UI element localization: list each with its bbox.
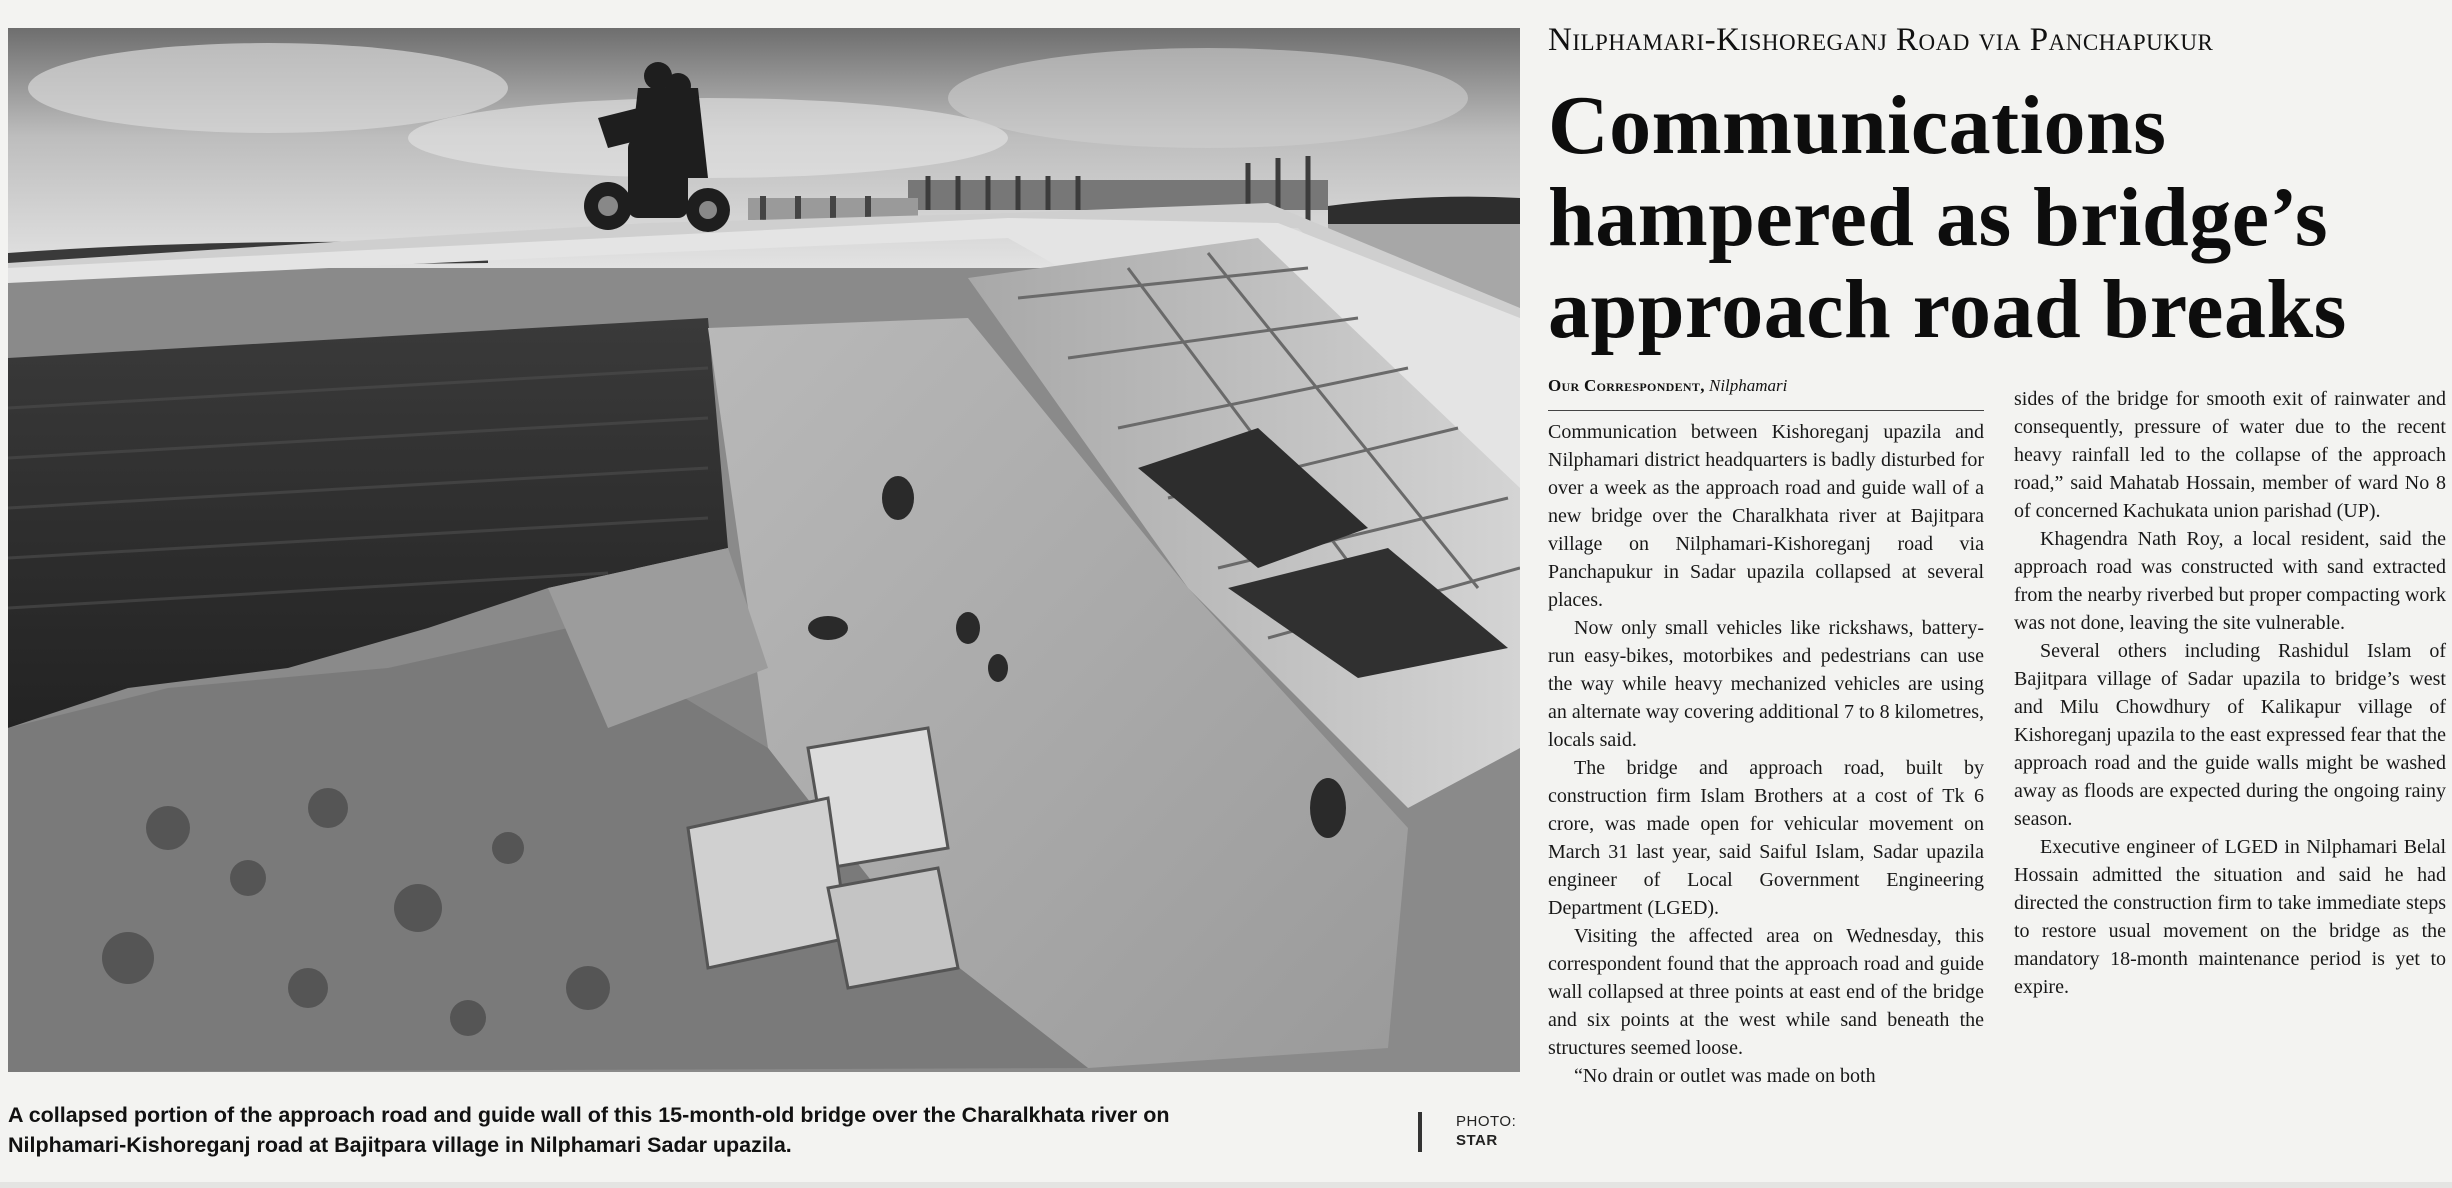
caption-line-2: Nilphamari-Kishoreganj road at Bajitpara village in Nilphamari Sadar upazila. <box>8 1133 792 1157</box>
headline-line-2: hampered as bridge’s <box>1548 171 2329 264</box>
photo-caption <box>8 1100 1368 1160</box>
headline-line-3: approach road breaks <box>1548 263 2347 356</box>
article-paragraph: Executive engineer of LGED in Nilphamari Belal Hossain admitted the situation and said he had directed the construction firm to take immediate steps to restore usual movement on the bridge as the mandatory 18-month maintenance period is yet to expire. <box>2014 836 2446 998</box>
article-paragraph: Khagendra Nath Roy, a local resident, said the approach road was constructed with sand extracted from the nearby riverbed but proper compacting work was not done, leaving the site vulnerable. <box>2014 528 2446 634</box>
article-paragraph: Now only small vehicles like rickshaws, battery-run easy-bikes, motorbikes and pedestrians can use the way while heavy mechanized vehicles are using an alternate way covering additional 7 to 8 kilometres, locals said. <box>1548 617 1984 751</box>
article-paragraph: Communication between Kishoreganj upazila and Nilphamari district headquarters is badly disturbed for over a week as the approach road and guide wall of a new bridge over the Charalkhata river at Bajitpara village on Nilphamari-Kishoreganj road via Panchapukur in Sadar upazila collapsed at several places. <box>1548 421 1984 611</box>
article-paragraph: sides of the bridge for smooth exit of rainwater and consequently, pressure of water due to the recent heavy rainfall led to the collapse of the approach road,” said Mahatab Hossain, member of ward No 8 of concerned Kachukata union parishad (UP). <box>2014 388 2446 522</box>
caption-line-1: A collapsed portion of the approach road and guide wall of this 15-month-old bridge over the Charalkhata river on <box>8 1103 1170 1127</box>
article-paragraph: The bridge and approach road, built by construction firm Islam Brothers at a cost of Tk 6 crore, was made open for vehicular movement on March 31 last year, said Saiful Islam, Sadar upazila engineer of Local Government Engineering Department (LGED). <box>1548 757 1984 919</box>
article-column-2 <box>2014 385 2446 1001</box>
page-bottom-rule <box>0 1182 2452 1188</box>
collapsed-bridge-photo <box>8 28 1520 1072</box>
news-photo <box>8 28 1520 1072</box>
byline <box>1548 375 1787 397</box>
byline-place: Nilphamari <box>1709 376 1788 395</box>
photo-credit-source: STAR <box>1456 1132 1498 1149</box>
article-headline <box>1548 80 2448 356</box>
photo-credit <box>1456 1112 1516 1150</box>
caption-divider <box>1418 1112 1422 1152</box>
byline-rule <box>1548 410 1984 411</box>
article-paragraph: Several others including Rashidul Islam of Bajitpara village of Sadar upazila to bridge’s west and Milu Chowdhury of Kalikapur village of Kishoreganj upazila to the east expressed fear that the approach road and the guide walls might be washed away as floods are expected during the ongoing rainy season. <box>2014 640 2446 830</box>
byline-name: Our Correspondent, <box>1548 376 1705 395</box>
article-paragraph: Visiting the affected area on Wednesday, this correspondent found that the approach road and guide wall collapsed at three points at east end of the bridge and six points at the west while sand beneath the structures seemed loose. <box>1548 925 1984 1059</box>
article-column-1 <box>1548 418 1984 1090</box>
photo-credit-label: PHOTO: <box>1456 1113 1517 1130</box>
article-kicker: Nilphamari-Kishoreganj Road via Panchapukur <box>1548 22 2214 58</box>
article-paragraph: “No drain or outlet was made on both <box>1574 1065 1876 1087</box>
headline-line-1: Communications <box>1548 79 2167 172</box>
